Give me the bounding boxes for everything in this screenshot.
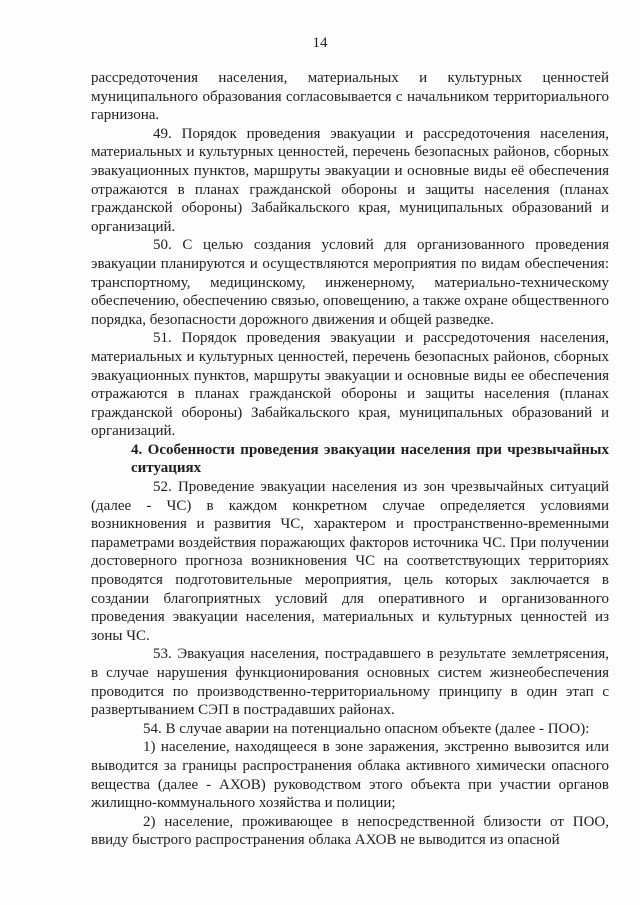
page-number: 14: [312, 35, 328, 51]
list-item-1: 1) население, находящееся в зоне заражения, экстренно вывозится или выводится за границы распространения облака активного химически опасного вещества (далее - АХОВ) руководством этого объекта при участии органов жилищно-коммунального хозяйства и полиции;: [91, 739, 609, 812]
list-item-2: 2) население, проживающее в непосредственной близости от ПОО, ввиду быстрого распространения облака АХОВ не выводится из опасной: [91, 813, 609, 849]
paragraph-50: 50. С целью создания условий для организованного проведения эвакуации планируются и осуществляются мероприятия по видам обеспечения: транспортному, медицинскому, инженерному, материально-техническому обеспечению, обеспечению связью, оповещению, а также охране общественного порядка, безопасности дорожного движения и общей разведке.: [91, 237, 609, 328]
paragraph-54: 54. В случае аварии на потенциально опасном объекте (далее - ПОО):: [143, 720, 590, 737]
section-heading: 4. Особенности проведения эвакуации населения при чрезвычайных ситуациях: [131, 441, 609, 477]
paragraph-continuation: рассредоточения населения, материальных и культурных ценностей муниципального образования согласовывается с начальником территориального гарнизона.: [91, 70, 609, 124]
paragraph-49: 49. Порядок проведения эвакуации и рассредоточения населения, материальных и культурных ценностей, перечень безопасных районов, сборных эвакуационных пунктов, маршруты эвакуации и основные виды её обеспечения отражаются в планах гражданской обороны и защиты населения (планах гражданской обороны) Забайкальского края, муниципальных образований и организаций.: [91, 125, 609, 235]
paragraph-52: 52. Проведение эвакуации населения из зон чрезвычайных ситуаций (далее - ЧС) в каждом конкретном случае определяется условиями возникновения и развития ЧС, характером и пространственно-временными параметрами воздействия поражающих факторов источника ЧС. При получении достоверного прогноза возникновения ЧС на соответствующих территориях проводятся подготовительные мероприятия, цель которых заключается в создании благоприятных условий для оперативного и организованного проведения эвакуации населения, материальных и культурных ценностей из зоны ЧС.: [91, 479, 609, 644]
paragraph-53: 53. Эвакуация населения, пострадавшего в результате землетрясения, в случае нарушения функционирования основных систем жизнеобеспечения проводится по производственно-территориальному принципу в один этап с развертыванием СЭП в пострадавших районах.: [91, 646, 609, 719]
document-body: [91, 69, 609, 850]
paragraph-51: 51. Порядок проведения эвакуации и рассредоточения населения, материальных и культурных ценностей, перечень безопасных районов, сборных эвакуационных пунктов, маршруты эвакуации и основные виды ее обеспечения отражаются в планах гражданской обороны и защиты населения (планах гражданской обороны) Забайкальского края, муниципальных образований и организаций.: [91, 330, 609, 440]
